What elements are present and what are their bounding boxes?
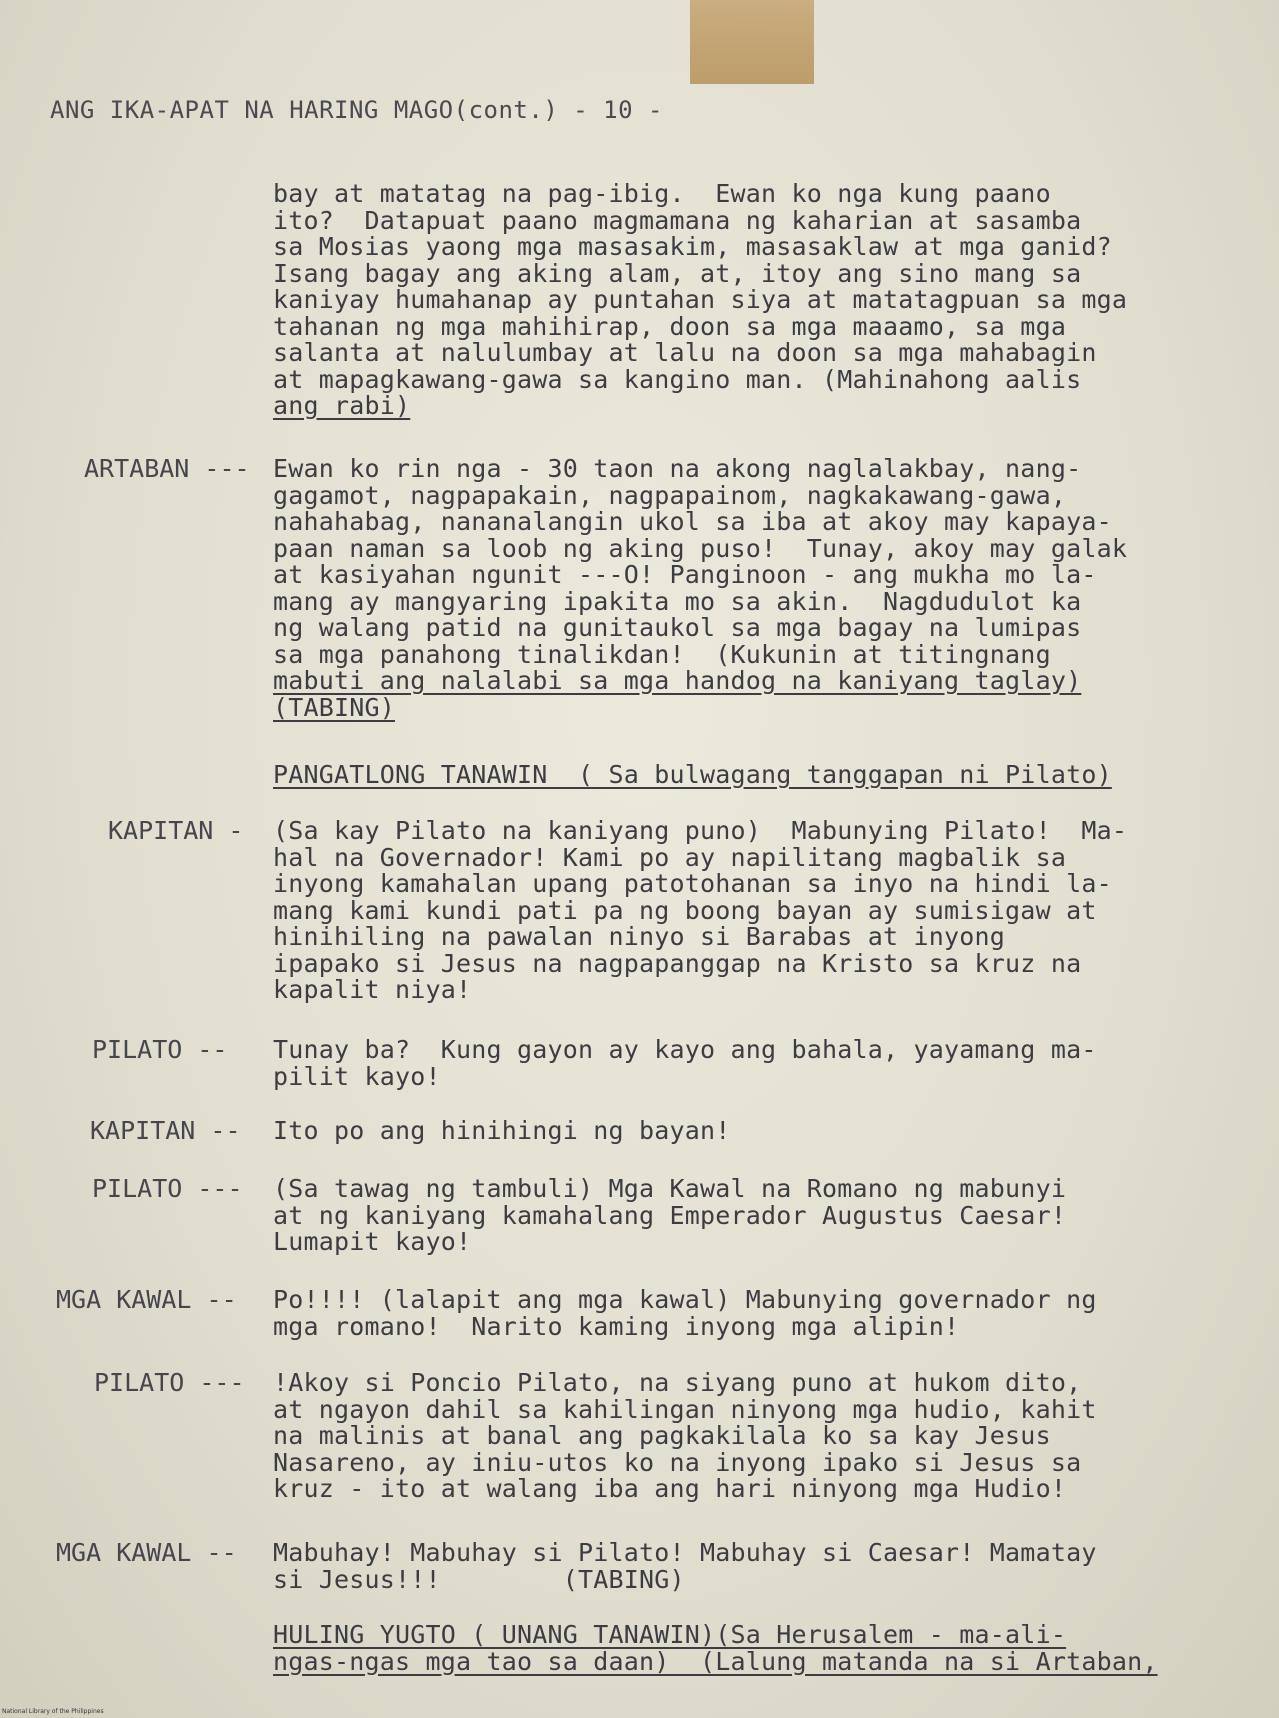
text-line: Ewan ko rin nga - 30 taon na akong naglalakbay, nang- [273, 454, 1082, 483]
dialogue-block [273, 1037, 1097, 1090]
dialogue-block [273, 181, 1127, 420]
speaker-label: PILATO --- [94, 1368, 245, 1397]
text-line: nahahabag, nananalangin ukol sa iba at akoy may kapaya- [273, 507, 1112, 536]
text-line: pilit kayo! [273, 1061, 441, 1091]
dialogue-block [273, 1176, 1066, 1256]
text-line: sa mga panahong tinalikdan! (Kukunin at titingnang [273, 639, 1051, 669]
text-line: at mapagkawang-gawa sa kangino man. (Mahinahong aalis [273, 364, 1082, 394]
text-line: Tunay ba? Kung gayon ay kayo ang bahala, yayamang ma- [273, 1035, 1097, 1064]
text-line: ito? Datapuat paano magmamana ng kaharian at sasamba [273, 205, 1082, 235]
speaker-label: ARTABAN --- [84, 454, 250, 483]
text-line: ipapako si Jesus na nagpapanggap na Kristo sa kruz na [273, 948, 1082, 978]
text-line: na malinis at banal ang pagkakilala ko sa kay Jesus [273, 1421, 1051, 1450]
curtain-cue: (TABING) [273, 692, 396, 722]
text-line: HULING YUGTO ( UNANG TANAWIN)(Sa Herusalem - ma-ali- [273, 1620, 1067, 1649]
text-line: (Sa kay Pilato na kaniyang puno) Mabunying Pilato! Ma- [273, 816, 1128, 845]
text-line: PANGATLONG TANAWIN ( Sa bulwagang tanggapan ni Pilato) [273, 760, 1112, 789]
text-line: gagamot, nagpapakain, nagpapainom, nagkakawang-gawa, [273, 480, 1067, 510]
text-line: Nasareno, ay iniu-utos ko na inyong ipako si Jesus sa [273, 1447, 1082, 1477]
stage-direction: ang rabi) [273, 391, 411, 420]
text-line: Isang bagay ang aking alam, at, itoy ang sino mang sa [273, 258, 1082, 288]
scene-heading [273, 762, 1112, 789]
text-line: at ng kaniyang kamahalang Emperador Augustus Caesar! [273, 1200, 1067, 1230]
text-line: bay at matatag na pag-ibig. Ewan ko nga kung paano [273, 179, 1051, 208]
text-line: si Jesus!!! (TABING) [273, 1564, 685, 1594]
text-line: inyong kamahalan upang patotohanan sa inyo na hindi la- [273, 869, 1112, 898]
dialogue-block [273, 456, 1127, 721]
text-line: mga romano! Narito kaming inyong mga alipin! [273, 1311, 960, 1341]
speaker-label: MGA KAWAL -- [56, 1285, 237, 1314]
speaker-label: KAPITAN - [108, 816, 244, 845]
text-line: mang ay mangyaring ipakita mo sa akin. Nagdudulot ka [273, 586, 1082, 616]
dialogue-block [273, 1287, 1097, 1340]
text-line: mang kami kundi pati pa ng boong bayan ay sumisigaw at [273, 895, 1097, 925]
page-header: ANG IKA-APAT NA HARING MAGO(cont.) - 10 - [50, 96, 663, 124]
text-line: ngas-ngas mga tao sa daan) (Lalung matanda na si Artaban, [273, 1646, 1158, 1676]
text-line: Lumapit kayo! [273, 1227, 472, 1256]
speaker-label: PILATO --- [92, 1174, 243, 1203]
text-line: sa Mosias yaong mga masasakim, masasaklaw at mga ganid? [273, 232, 1112, 261]
dialogue-block [273, 1370, 1097, 1503]
speaker-label: PILATO -- [92, 1035, 228, 1064]
text-line: hal na Governador! Kami po ay napilitang magbalik sa [273, 842, 1067, 872]
text-line: hinihiling na pawalan ninyo si Barabas at inyong [273, 922, 1006, 951]
text-line: (Sa tawag ng tambuli) Mga Kawal na Romano ng mabunyi [273, 1174, 1067, 1203]
text-line: Ito po ang hinihingi ng bayan! [273, 1116, 731, 1145]
text-line: salanta at nalulumbay at lalu na doon sa mga mahabagin [273, 338, 1097, 367]
text-line: kaniyay humahanap ay puntahan siya at matatagpuan sa mga [273, 285, 1128, 314]
speaker-label: KAPITAN -- [90, 1116, 241, 1145]
text-line: tahanan ng mga mahihirap, doon sa mga maaamo, sa mga [273, 311, 1067, 341]
text-line: Po!!!! (lalapit ang mga kawal) Mabunying governador ng [273, 1285, 1097, 1314]
stage-direction: mabuti ang nalalabi sa mga handog na kaniyang taglay) [273, 666, 1082, 695]
dialogue-block [273, 818, 1127, 1004]
speaker-label: MGA KAWAL -- [56, 1538, 237, 1567]
text-line: at kasiyahan ngunit ---O! Panginoon - ang mukha mo la- [273, 560, 1097, 589]
library-credit: National Library of the Philippines [2, 1708, 104, 1715]
text-line: at ngayon dahil sa kahilingan ninyong mga hudio, kahit [273, 1394, 1097, 1424]
text-line: kapalit niya! [273, 975, 472, 1004]
tape-strip [690, 0, 814, 84]
act-heading [273, 1622, 1158, 1675]
dialogue-block [273, 1118, 731, 1145]
text-line: !Akoy si Poncio Pilato, na siyang puno at hukom dito, [273, 1368, 1082, 1397]
text-line: ng walang patid na gunitaukol sa mga bagay na lumipas [273, 613, 1082, 642]
text-line: kruz - ito at walang iba ang hari ninyong mga Hudio! [273, 1474, 1067, 1503]
text-line: Mabuhay! Mabuhay si Pilato! Mabuhay si Caesar! Mamatay [273, 1538, 1097, 1567]
dialogue-block [273, 1540, 1097, 1593]
text-line: paan naman sa loob ng aking puso! Tunay, akoy may galak [273, 533, 1128, 563]
